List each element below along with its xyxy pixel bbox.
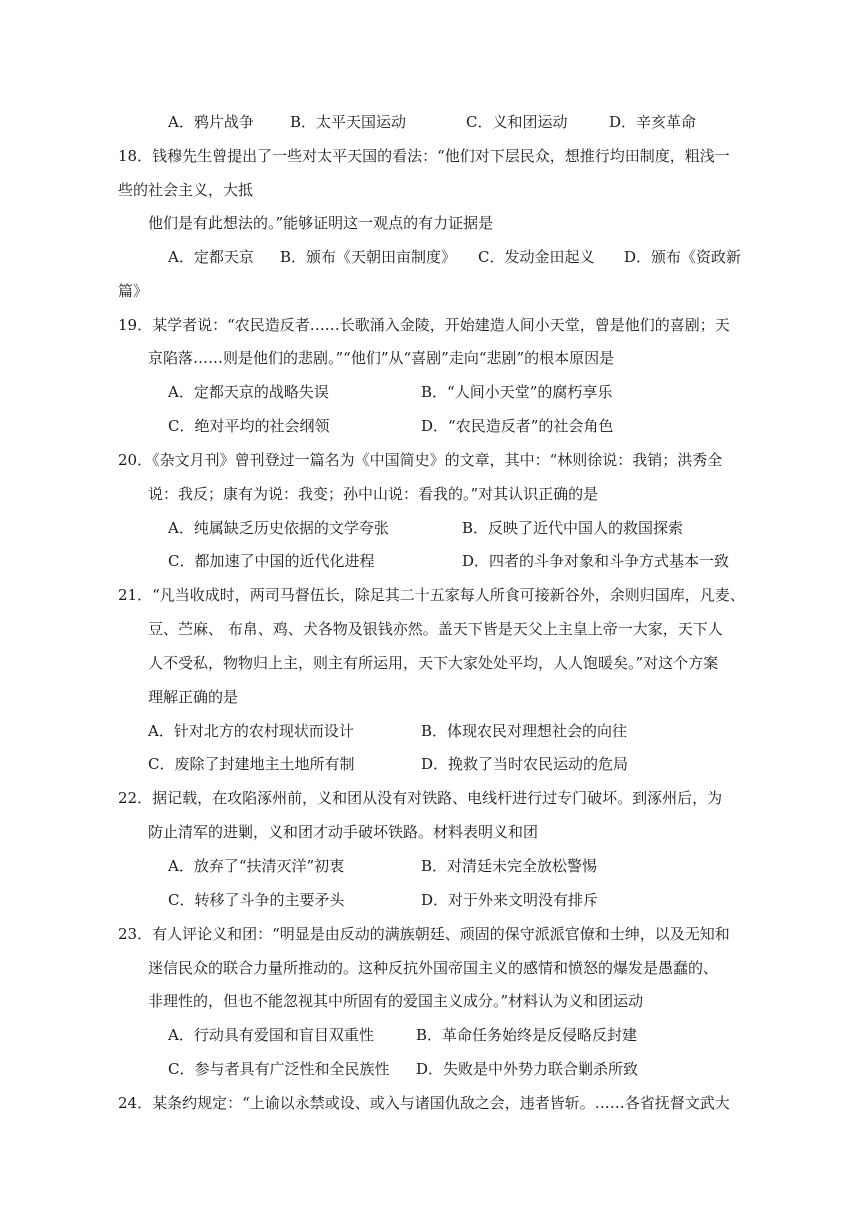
option-b: B．太平天国运动 bbox=[290, 113, 407, 131]
question-stem-line: 豆、苎麻、 布帛、鸡、犬各物及银钱亦然。盖天下皆是天父上主皇上帝一大家，天下人 bbox=[148, 620, 723, 638]
question-stem-line: 京陷落……则是他们的悲剧。”“他们”从“喜剧”走向“悲剧”的根本原因是 bbox=[148, 349, 615, 367]
option-c: C．转移了斗争的主要矛头 bbox=[168, 891, 345, 909]
option-a: A．纯属缺乏历史依据的文学夸张 bbox=[168, 519, 389, 537]
question-stem-line: 些的社会主义，大抵 bbox=[118, 181, 254, 199]
option-a: A．鸦片战争 bbox=[168, 113, 254, 131]
option-c: C．都加速了中国的近代化进程 bbox=[168, 552, 375, 570]
question-stem-line: 19．某学者说：“农民造反者……长歌涌入金陵，开始建造人间小天堂，曾是他们的喜剧；天 bbox=[118, 316, 730, 334]
question-stem-line: 24．某条约规定：“上谕以永禁或设、或入与诸国仇敌之会，违者皆斩。……各省抚督文武大 bbox=[118, 1094, 730, 1112]
option-d: D．“农民造反者”的社会角色 bbox=[421, 417, 614, 435]
question-stem-line: 非理性的，但也不能忽视其中所固有的爱国主义成分。”材料认为义和团运动 bbox=[148, 992, 644, 1010]
option-b: B．体现农民对理想社会的向往 bbox=[421, 722, 628, 740]
option-d: D．挽救了当时农民运动的危局 bbox=[421, 755, 629, 773]
option-c: C．废除了封建地主土地所有制 bbox=[148, 755, 355, 773]
option-a: A．定都天京的战略失误 bbox=[168, 383, 329, 401]
option-d-continuation: 篇》 bbox=[118, 282, 149, 300]
option-b: B．对清廷未完全放松警惕 bbox=[421, 857, 598, 875]
option-b: B．反映了近代中国人的救国探索 bbox=[462, 519, 684, 537]
option-b: B．革命任务始终是反侵略反封建 bbox=[416, 1026, 638, 1044]
question-stem-line: 20．《杂文月刊》曾刊登过一篇名为《中国简史》的文章，其中：“林则徐说：我销；洪秀全 bbox=[118, 451, 723, 469]
question-stem-line: 18．钱穆先生曾提出了一些对太平天国的看法：“他们对下层民众，想推行均田制度，粗浅一 bbox=[118, 147, 730, 165]
option-d: D．辛亥革命 bbox=[609, 113, 697, 131]
question-stem-line: 理解正确的是 bbox=[148, 688, 239, 706]
option-b: B．“人间小天堂”的腐朽享乐 bbox=[421, 383, 613, 401]
question-stem-line: 人不受私，物物归上主，则主有所运用，天下大家处处平均，人人饱暖矣。”对这个方案 bbox=[148, 654, 719, 672]
option-c: C．发动金田起义 bbox=[478, 248, 595, 266]
question-stem-line: 防止清军的进剿，义和团才动手破坏铁路。材料表明义和团 bbox=[148, 823, 539, 841]
question-stem-line: 23．有人评论义和团：“明显是由反动的满族朝廷、顽固的保守派派官僚和士绅，以及无知和 bbox=[118, 925, 730, 943]
option-d: D．失败是中外势力联合剿杀所致 bbox=[416, 1060, 639, 1078]
option-a: A．定都天京 bbox=[168, 248, 254, 266]
option-d: D．四者的斗争对象和斗争方式基本一致 bbox=[462, 552, 730, 570]
question-stem-line: 22．据记载，在攻陷涿州前，义和团从没有对铁路、电线杆进行过专门破坏。到涿州后，为 bbox=[118, 789, 723, 807]
option-c: C．绝对平均的社会纲领 bbox=[168, 417, 330, 435]
question-stem-line: 说：我反；康有为说：我变；孙中山说：看我的。”对其认识正确的是 bbox=[148, 485, 599, 503]
option-d: D．对于外来文明没有排斥 bbox=[421, 891, 599, 909]
option-a: A．行动具有爱国和盲目双重性 bbox=[168, 1026, 374, 1044]
option-b: B．颁布《天朝田亩制度》 bbox=[280, 248, 457, 266]
option-a: A．放弃了“扶清灭洋”初衷 bbox=[168, 857, 345, 875]
option-c: C．参与者具有广泛性和全民族性 bbox=[168, 1060, 390, 1078]
option-a: A．针对北方的农村现状而设计 bbox=[148, 722, 354, 740]
question-stem-line: 他们是有此想法的。”能够证明这一观点的有力证据是 bbox=[148, 214, 494, 232]
option-d: D．颁布《资政新 bbox=[624, 248, 742, 266]
question-stem-line: 迷信民众的联合力量所推动的。这种反抗外国帝国主义的感情和愤怒的爆发是愚蠢的、 bbox=[148, 959, 719, 977]
option-c: C．义和团运动 bbox=[466, 113, 568, 131]
question-stem-line: 21．“凡当收成时，两司马督伍长，除足其二十五家每人所食可接新谷外，余则归国库，凡麦、 bbox=[118, 586, 745, 604]
